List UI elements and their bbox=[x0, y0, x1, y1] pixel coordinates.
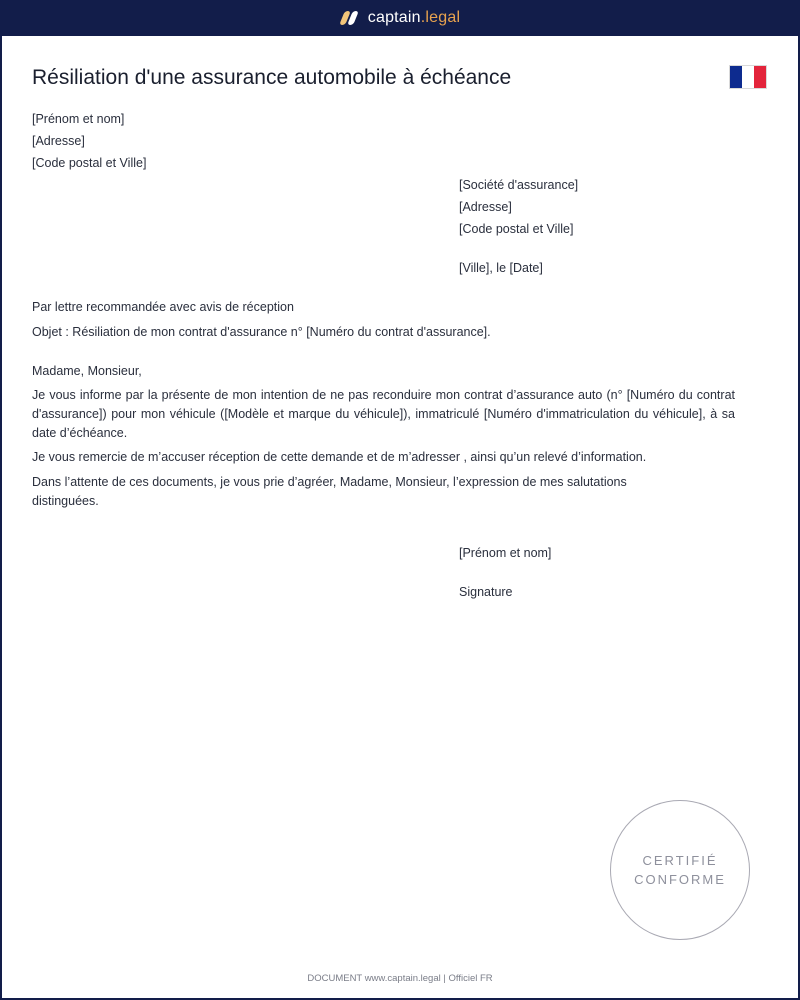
document-title: Résiliation d'une assurance automobile à échéance bbox=[32, 66, 512, 89]
captain-logo-icon bbox=[340, 10, 358, 26]
signature-name: [Prénom et nom] bbox=[459, 546, 552, 560]
body-paragraph-1: Je vous informe par la présente de mon intention de ne pas reconduire mon contrat d’assurance auto (n° [Numéro du contrat d'assurance]) pour mon véhicule ([Modèle et marque du véhicule]), immatriculé [Numéro d'immatriculation du véhicule], à sa date d’échéance. bbox=[32, 388, 735, 440]
signature-label: Signature bbox=[459, 585, 513, 599]
footer-text: DOCUMENT www.captain.legal | Officiel FR bbox=[307, 973, 493, 984]
stamp-line-2: CONFORME bbox=[634, 872, 726, 887]
place-date: [Ville], le [Date] bbox=[459, 261, 543, 275]
body-paragraph-2: Je vous remercie de m’accuser réception de cette demande et de m’adresser , ainsi qu’un relevé d’information. bbox=[32, 450, 647, 464]
brand-name bbox=[368, 9, 460, 27]
brand-name-main: captain bbox=[367, 9, 421, 26]
france-flag-icon bbox=[729, 65, 767, 89]
sender-address: [Adresse] bbox=[32, 134, 85, 148]
delivery-mode: Par lettre recommandée avec avis de réception bbox=[32, 300, 294, 314]
brand-logo[interactable] bbox=[340, 9, 460, 27]
recipient-address: [Adresse] bbox=[459, 200, 512, 214]
sender-name: [Prénom et nom] bbox=[32, 112, 125, 126]
certified-stamp bbox=[610, 800, 750, 940]
body-paragraph-3: Dans l’attente de ces documents, je vous prie d’agréer, Madame, Monsieur, l’expression de mes salutations distinguées. bbox=[32, 475, 627, 508]
header-bar bbox=[0, 0, 800, 36]
salutation: Madame, Monsieur, bbox=[32, 364, 142, 378]
recipient-city: [Code postal et Ville] bbox=[459, 222, 574, 236]
sender-city: [Code postal et Ville] bbox=[32, 156, 147, 170]
stamp-line-1: CERTIFIÉ bbox=[642, 853, 718, 868]
brand-name-accent: .legal bbox=[420, 9, 461, 26]
letter-subject: Objet : Résiliation de mon contrat d'assurance n° [Numéro du contrat d'assurance]. bbox=[32, 325, 491, 339]
recipient-company: [Société d'assurance] bbox=[459, 178, 579, 192]
